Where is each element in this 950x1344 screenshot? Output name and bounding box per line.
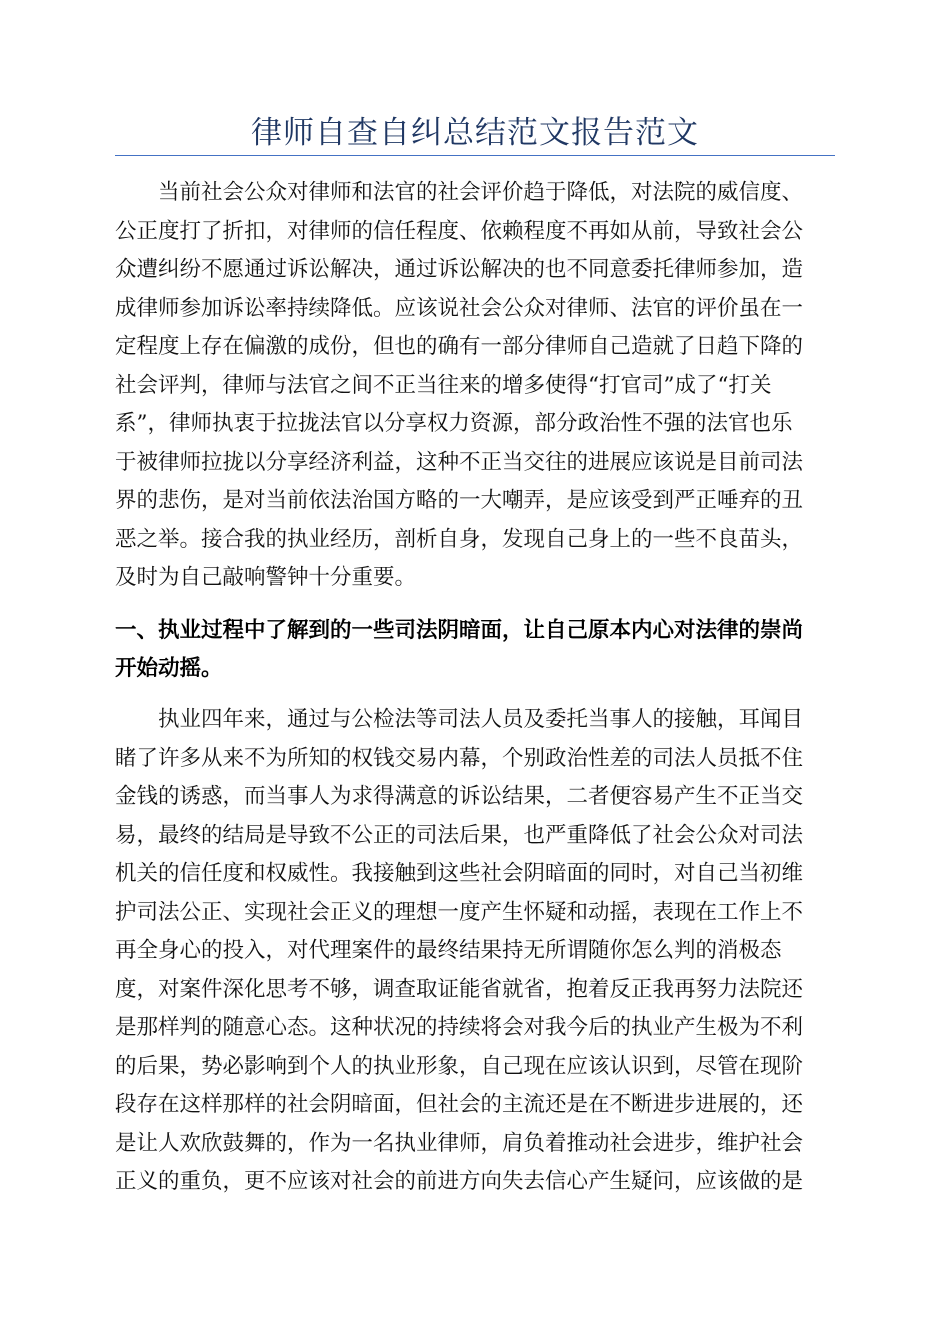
paragraph-line: 于被律师拉拢以分享经济利益，这种不正当交往的进展应该说是目前司法 [115, 449, 804, 475]
section-heading-1 [115, 612, 835, 688]
paragraph-line: 机关的信任度和权威性。我接触到这些社会阴暗面的同时，对自己当初维 [115, 861, 804, 886]
paragraph-line: 当前社会公众对律师和法官的社会评价趋于降低，对法院的威信度、 [115, 180, 804, 205]
paragraph-line: 及时为自己敲响警钟十分重要。 [115, 565, 417, 590]
document-title: 律师自查自纠总结范文报告范文 [251, 115, 699, 151]
paragraph-line: 是那样判的随意心态。这种状况的持续将会对我今后的执业产生极为不利 [115, 1015, 804, 1040]
paragraph-line: 界的悲伤，是对当前依法治国方略的一大嘲弄，是应该受到严正唾弃的丑 [115, 488, 804, 513]
paragraph-line: 护司法公正、实现社会正义的理想一度产生怀疑和动摇，表现在工作上不 [115, 899, 804, 925]
heading-line: 一、执业过程中了解到的一些司法阴暗面，让自己原本内心对法律的崇尚 [115, 618, 804, 643]
paragraph-line: 度，对案件深化思考不够，调查取证能省就省，抱着反正我再努力法院还 [115, 976, 804, 1002]
paragraph-line: 是让人欢欣鼓舞的，作为一名执业律师，肩负着推动社会进步，维护社会 [115, 1130, 804, 1156]
paragraph-line: 正义的重负，更不应该对社会的前进方向失去信心产生疑问，应该做的是 [115, 1169, 804, 1194]
title-underline [115, 155, 835, 156]
heading-line: 开始动摇。 [115, 656, 223, 681]
paragraph-line: 执业四年来，通过与公检法等司法人员及委托当事人的接触，耳闻目 [115, 707, 804, 732]
paragraph-line: 睹了许多从来不为所知的权钱交易内幕，个别政治性差的司法人员抵不住 [115, 745, 804, 771]
paragraph-line: 再全身心的投入，对代理案件的最终结果持无所谓随你怎么判的消极态 [115, 938, 782, 963]
paragraph-section-1 [115, 701, 835, 1202]
paragraph-line: 成律师参加诉讼率持续降低。应该说社会公众对律师、法官的评价虽在一 [115, 295, 804, 321]
paragraph-line: 公正度打了折扣，对律师的信任程度、依赖程度不再如从前，导致社会公 [115, 218, 804, 244]
paragraph-line: 金钱的诱惑，而当事人为求得满意的诉讼结果，二者便容易产生不正当交 [115, 784, 804, 809]
paragraph-line: 的后果，势必影响到个人的执业形象，自己现在应该认识到，尽管在现阶 [115, 1053, 804, 1079]
paragraph-line: 定程度上存在偏激的成份，但也的确有一部分律师自己造就了日趋下降的 [115, 334, 804, 359]
paragraph-line: 易，最终的结局是导致不公正的司法后果，也严重降低了社会公众对司法 [115, 822, 804, 848]
paragraph-line: 系”，律师执衷于拉拢法官以分享权力资源，部分政治性不强的法官也乐 [115, 411, 793, 436]
paragraph-line: 段存在这样那样的社会阴暗面，但社会的主流还是在不断进步进展的，还 [115, 1092, 804, 1117]
paragraph-intro [115, 174, 835, 598]
paragraph-line: 社会评判，律师与法官之间不正当往来的增多使得“打官司”成了“打关 [115, 372, 772, 398]
paragraph-line: 恶之举。接合我的执业经历，剖析自身，发现自己身上的一些不良苗头， [115, 526, 804, 552]
paragraph-line: 众遭纠纷不愿通过诉讼解决，通过诉讼解决的也不同意委托律师参加，造 [115, 257, 804, 282]
